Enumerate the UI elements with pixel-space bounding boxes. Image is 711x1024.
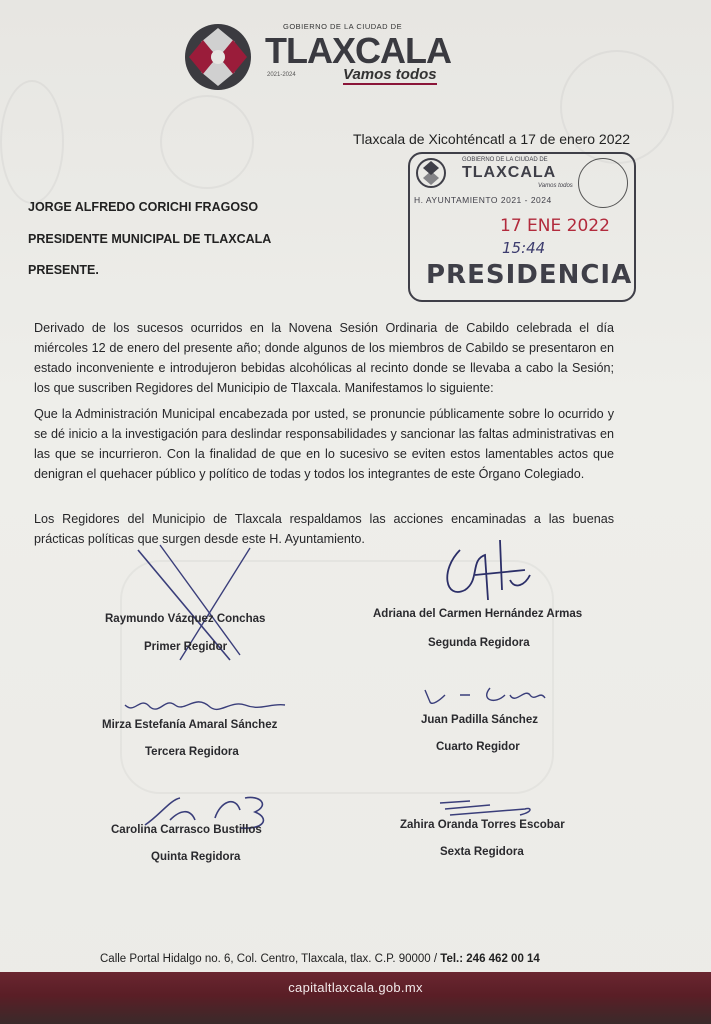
signatory-4-name: Juan Padilla Sánchez [421, 714, 538, 726]
stamp-emblem-icon [578, 158, 628, 208]
body-paragraph-1: Derivado de los sucesos ocurridos en la Novena Sesión Ordinaria de Cabildo celebrada el día miércoles 12 de enero del presente año; donde algunos de los miembros de Cabildo se presentaron en estado inconveniente e introdujeron bebidas alcohólicas al recinto donde se llevaba a cabo la Sesión; los que suscriben Regidores del Municipio de Tlaxcala. Manifestamos lo siguiente: [34, 321, 614, 395]
signatory-6-role: Sexta Regidora [440, 846, 524, 858]
received-stamp [408, 152, 636, 302]
stamp-ayuntamiento: H. AYUNTAMIENTO 2021 - 2024 [414, 195, 552, 205]
stamp-received-date: 17 ENE 2022 [500, 216, 610, 236]
signature-2-drawing [430, 530, 540, 610]
addressee-name: JORGE ALFREDO CORICHI FRAGOSO [28, 200, 259, 214]
tlaxcala-logo-icon [183, 22, 253, 92]
logo-government-label: GOBIERNO DE LA CIUDAD DE [283, 22, 403, 31]
signatory-3-role: Tercera Regidora [145, 746, 239, 758]
signatory-1-role: Primer Regidor [144, 641, 228, 653]
stamp-slogan: Vamos todos [538, 183, 573, 189]
watermark-seal [0, 80, 64, 204]
logo-years: 2021-2024 [267, 72, 296, 78]
watermark-seal [160, 95, 254, 189]
stamp-logo-icon [416, 158, 446, 188]
signatory-5-name: Carolina Carrasco Bustillos [111, 824, 262, 836]
logo-city-name: TLAXCALA [265, 30, 451, 71]
logo-slogan: Vamos todos [343, 66, 437, 83]
document-date: Tlaxcala de Xicohténcatl a 17 de enero 2022 [353, 131, 631, 147]
stamp-office: PRESIDENCIA [426, 260, 633, 290]
body-paragraph-3: Los Regidores del Municipio de Tlaxcala respaldamos las acciones encaminadas a las buenas prácticas políticas que surgen desde este H. Ayuntamiento. [34, 512, 614, 546]
signatory-6-name: Zahira Oranda Torres Escobar [400, 819, 565, 831]
footer-address-line [100, 953, 540, 965]
signatory-3-name: Mirza Estefanía Amaral Sánchez [102, 719, 278, 731]
stamp-received-time: 15:44 [502, 239, 546, 257]
body-paragraph-2: Que la Administración Municipal encabezada por usted, se pronuncie públicamente sobre lo ocurrido y se dé inicio a la investigación para deslindar responsabilidades y sancionar las faltas administrativas en las que se incurrieron. Con la finalidad de que en lo sucesivo se eviten estos lamentables actos que denigran el quehacer público y político de todas y todos los integrantes de este Órgano Colegiado. [34, 407, 614, 481]
signatory-2-role: Segunda Regidora [428, 637, 530, 649]
footer-phone: Tel.: 246 462 00 14 [440, 953, 540, 965]
stamp-city-name: TLAXCALA [462, 164, 557, 181]
signatory-2-name: Adriana del Carmen Hernández Armas [373, 608, 583, 620]
addressee-greeting: PRESENTE. [28, 263, 99, 277]
signature-4-drawing [420, 680, 550, 710]
signatory-5-role: Quinta Regidora [151, 851, 241, 863]
footer-address: Calle Portal Hidalgo no. 6, Col. Centro, Tlaxcala, tlax. C.P. 90000 / [100, 953, 441, 965]
addressee-position: PRESIDENTE MUNICIPAL DE TLAXCALA [28, 232, 272, 246]
footer-website-link[interactable]: capitaltlaxcala.gob.mx [288, 980, 423, 995]
header-logo [183, 20, 453, 100]
signatory-4-role: Cuarto Regidor [436, 741, 520, 753]
signatory-1-name: Raymundo Vázquez Conchas [105, 613, 266, 625]
stamp-government-label: GOBIERNO DE LA CIUDAD DE [462, 157, 548, 163]
